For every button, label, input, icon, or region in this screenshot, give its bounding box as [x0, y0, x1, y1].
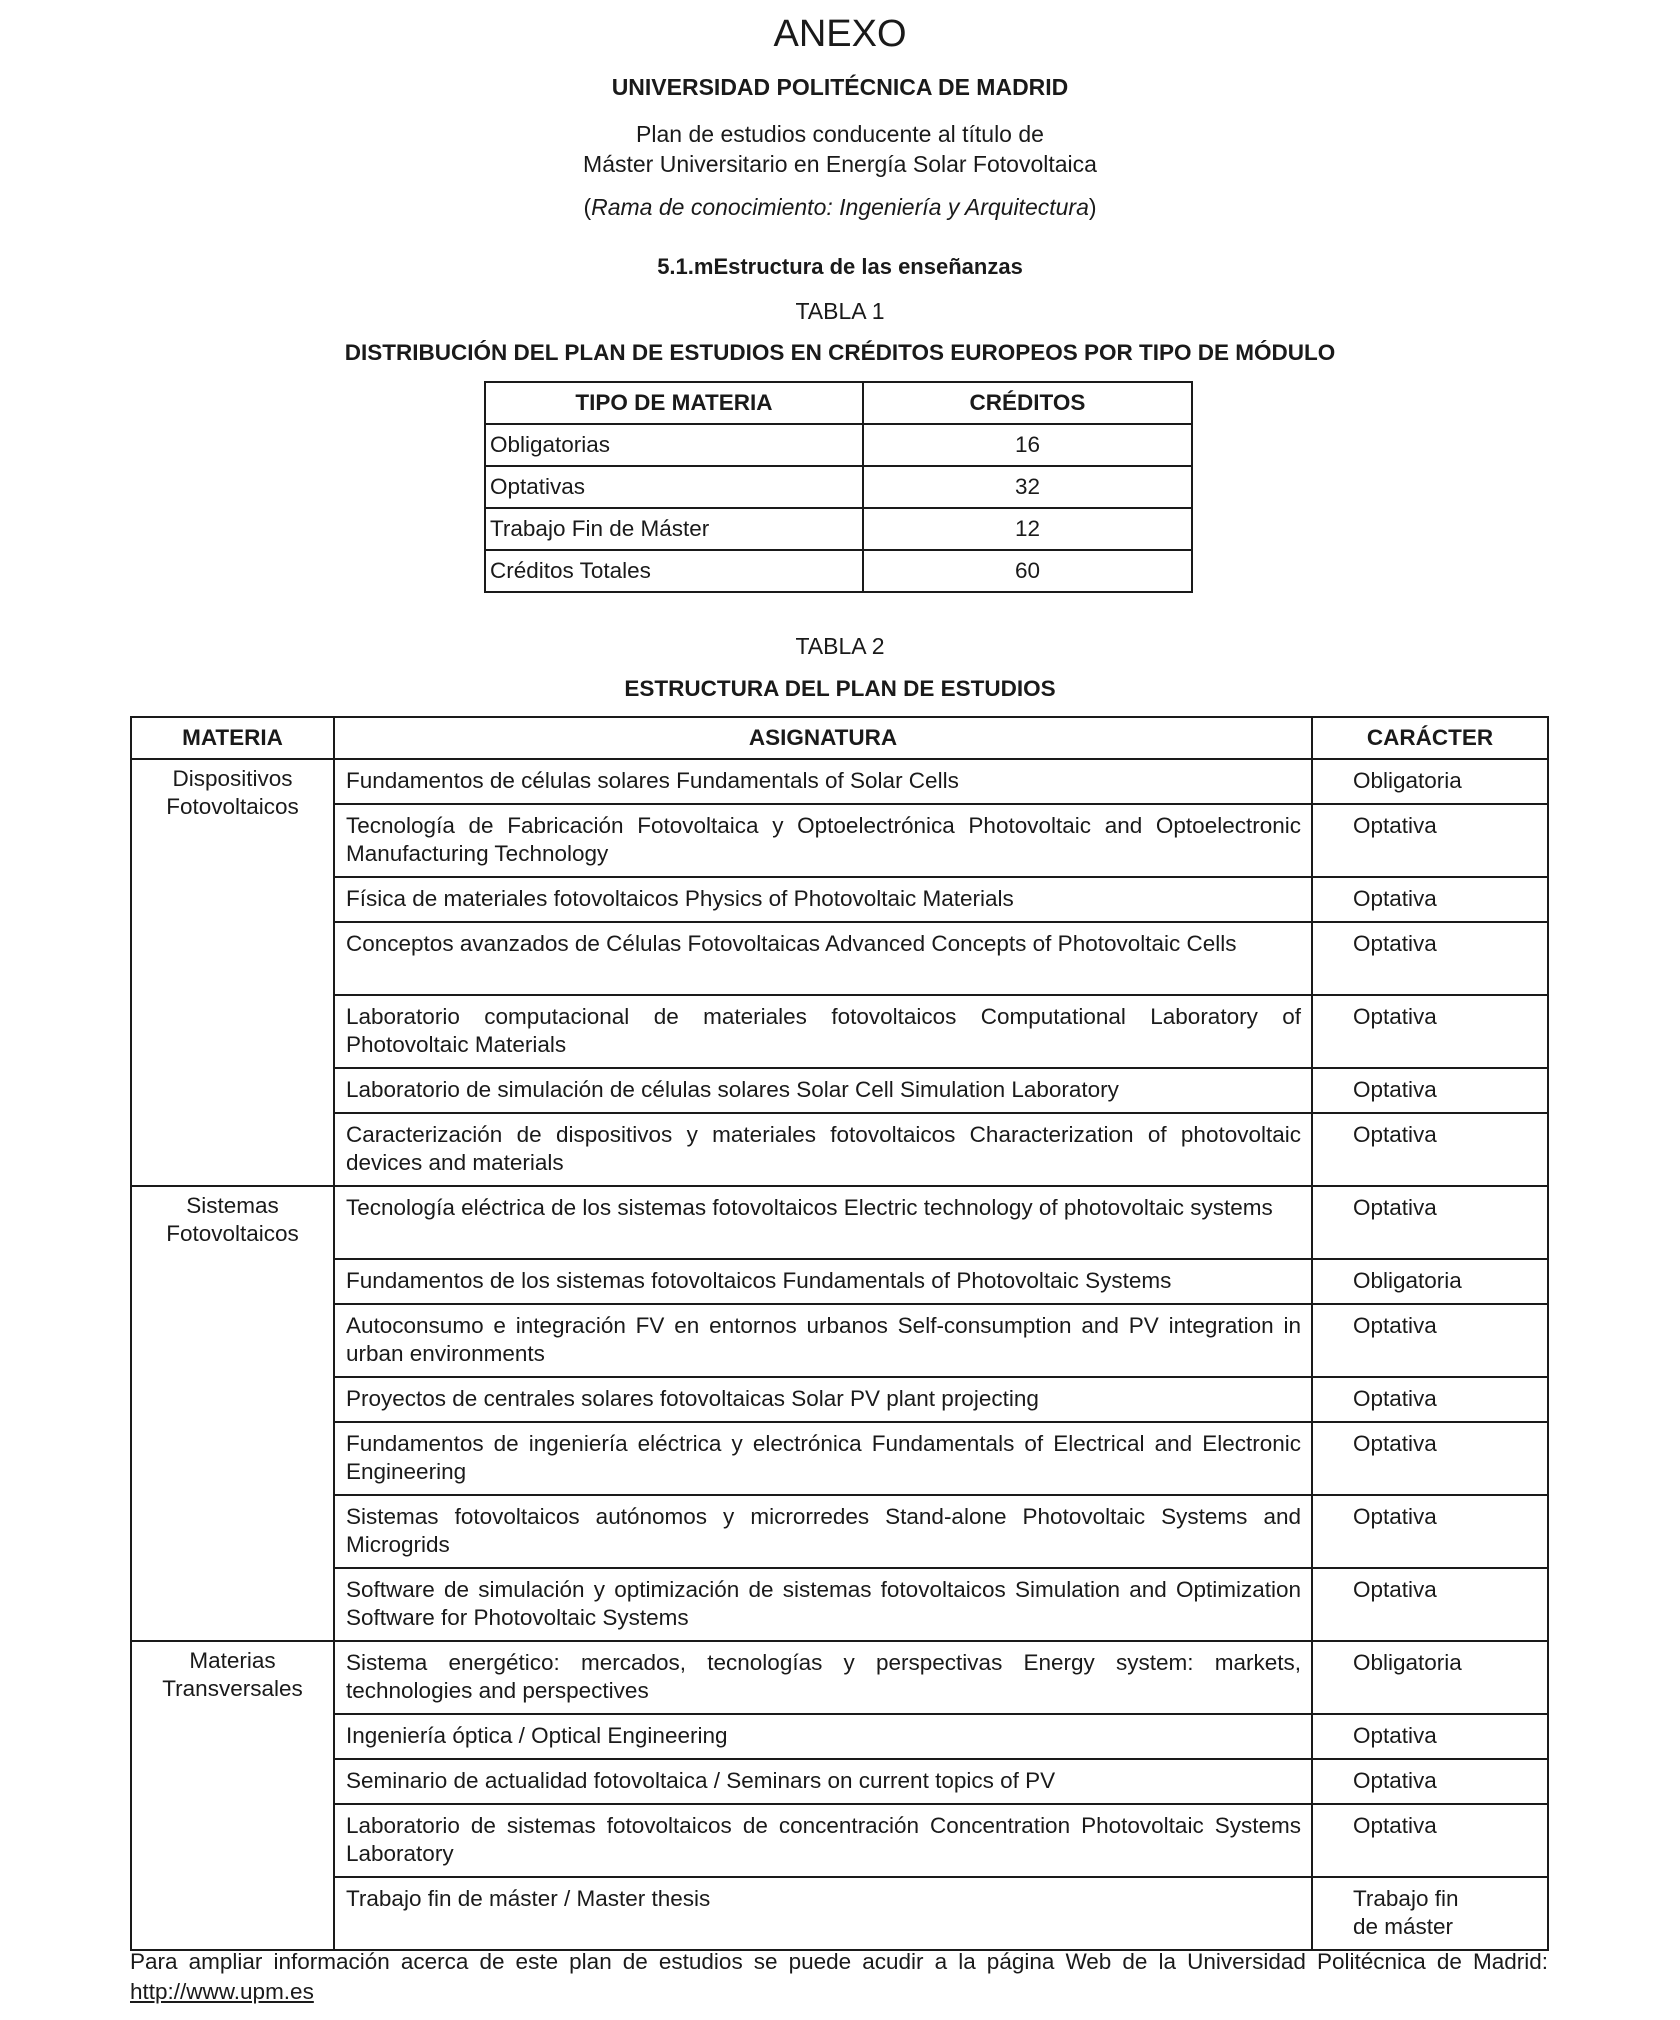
table-row [131, 1422, 1548, 1495]
materia-line: Materias [189, 1648, 276, 1673]
caracter-cell: Optativa [1312, 1804, 1548, 1877]
table-row [131, 1113, 1548, 1186]
credits-distribution-table [484, 381, 1193, 593]
table-row [131, 922, 1548, 995]
asignatura-cell: Sistema energético: mercados, tecnologías y perspectivas Energy system: markets, technologies and perspectives [334, 1641, 1312, 1714]
asignatura-cell: Sistemas fotovoltaicos autónomos y microrredes Stand-alone Photovoltaic Systems and Microgrids [334, 1495, 1312, 1568]
paren-open: ( [583, 194, 592, 220]
caracter-line: de máster [1353, 1914, 1454, 1939]
asignatura-cell: Proyectos de centrales solares fotovoltaicas Solar PV plant projecting [334, 1377, 1312, 1422]
university-name: UNIVERSIDAD POLITÉCNICA DE MADRID [611, 74, 1069, 100]
asignatura-cell: Fundamentos de células solares Fundamentals of Solar Cells [334, 759, 1312, 804]
asignatura-cell: Laboratorio de sistemas fotovoltaicos de concentración Concentration Photovoltaic Systems Laboratory [334, 1804, 1312, 1877]
asignatura-cell: Conceptos avanzados de Células Fotovoltaicas Advanced Concepts of Photovoltaic Cells [334, 922, 1312, 995]
caracter-line: Trabajo fin [1353, 1886, 1459, 1911]
table2-title: ESTRUCTURA DEL PLAN DE ESTUDIOS [624, 676, 1056, 701]
branch-text: Rama de conocimiento: Ingeniería y Arquitectura [591, 194, 1089, 220]
caracter-cell: Optativa [1312, 1113, 1548, 1186]
caracter-cell [1312, 1877, 1548, 1950]
asignatura-cell: Seminario de actualidad fotovoltaica / Seminars on current topics of PV [334, 1759, 1312, 1804]
table-row [485, 466, 1192, 508]
materia-cell [131, 1641, 334, 1950]
asignatura-cell: Software de simulación y optimización de sistemas fotovoltaicos Simulation and Optimization Software for Photovoltaic Systems [334, 1568, 1312, 1641]
footer-note [130, 1947, 1548, 2007]
table-row [131, 1804, 1548, 1877]
asignatura-cell: Física de materiales fotovoltaicos Physics of Photovoltaic Materials [334, 877, 1312, 922]
caracter-cell: Optativa [1312, 1304, 1548, 1377]
asignatura-cell: Autoconsumo e integración FV en entornos urbanos Self-consumption and PV integration in urban environments [334, 1304, 1312, 1377]
annex-title: ANEXO [773, 13, 907, 55]
creditos-cell: 60 [863, 550, 1192, 592]
table-row [131, 1714, 1548, 1759]
materia-line: Fotovoltaicos [166, 1221, 299, 1246]
section-heading: 5.1.mEstructura de las enseñanzas [657, 254, 1023, 279]
asignatura-cell: Tecnología eléctrica de los sistemas fotovoltaicos Electric technology of photovoltaic systems [334, 1186, 1312, 1259]
materia-line: Transversales [162, 1676, 303, 1701]
caracter-cell: Optativa [1312, 877, 1548, 922]
table-row [131, 1304, 1548, 1377]
tipo-cell: Créditos Totales [485, 550, 863, 592]
table-row [485, 424, 1192, 466]
caracter-cell: Optativa [1312, 1568, 1548, 1641]
caracter-cell: Optativa [1312, 922, 1548, 995]
asignatura-cell: Fundamentos de los sistemas fotovoltaicos Fundamentals of Photovoltaic Systems [334, 1259, 1312, 1304]
table-row [131, 1068, 1548, 1113]
asignatura-cell: Caracterización de dispositivos y materiales fotovoltaicos Characterization of photovoltaic devices and materials [334, 1113, 1312, 1186]
table1-label: TABLA 1 [795, 298, 885, 324]
caracter-cell: Optativa [1312, 1759, 1548, 1804]
table-row [131, 1759, 1548, 1804]
upm-website-link[interactable]: http://www.upm.es [130, 1979, 314, 2004]
table-row [131, 1877, 1548, 1950]
creditos-cell: 12 [863, 508, 1192, 550]
table-header-row [485, 382, 1192, 424]
table-header-row [131, 717, 1548, 759]
plan-title [0, 119, 1680, 179]
asignatura-cell: Tecnología de Fabricación Fotovoltaica y Optoelectrónica Photovoltaic and Optoelectronic Manufacturing Technology [334, 804, 1312, 877]
column-header-caracter: CARÁCTER [1312, 717, 1548, 759]
table-row [131, 804, 1548, 877]
knowledge-branch [0, 193, 1680, 221]
column-header-asignatura: ASIGNATURA [334, 717, 1312, 759]
asignatura-cell: Laboratorio computacional de materiales fotovoltaicos Computational Laboratory of Photovoltaic Materials [334, 995, 1312, 1068]
column-header-tipo: TIPO DE MATERIA [485, 382, 863, 424]
paren-close: ) [1088, 194, 1097, 220]
table-row [131, 1568, 1548, 1641]
table-row [131, 759, 1548, 804]
caracter-cell: Obligatoria [1312, 1259, 1548, 1304]
materia-line: Fotovoltaicos [166, 794, 299, 819]
table-row [131, 1495, 1548, 1568]
caracter-cell: Optativa [1312, 1186, 1548, 1259]
materia-cell [131, 759, 334, 1186]
caracter-cell: Obligatoria [1312, 1641, 1548, 1714]
caracter-cell: Optativa [1312, 1377, 1548, 1422]
column-header-creditos: CRÉDITOS [863, 382, 1192, 424]
creditos-cell: 16 [863, 424, 1192, 466]
column-header-materia: MATERIA [131, 717, 334, 759]
plan-title-line2: Máster Universitario en Energía Solar Fotovoltaica [583, 151, 1097, 177]
footer-text: Para ampliar información acerca de este plan de estudios se puede acudir a la página Web de la Universidad Politécnica de Madrid: [130, 1949, 1548, 1974]
table-row [131, 995, 1548, 1068]
caracter-cell: Optativa [1312, 1714, 1548, 1759]
caracter-cell: Optativa [1312, 995, 1548, 1068]
caracter-cell: Optativa [1312, 1422, 1548, 1495]
plan-title-line1: Plan de estudios conducente al título de [636, 121, 1044, 147]
table-row [131, 1186, 1548, 1259]
tipo-cell: Obligatorias [485, 424, 863, 466]
materia-cell [131, 1186, 334, 1641]
asignatura-cell: Fundamentos de ingeniería eléctrica y electrónica Fundamentals of Electrical and Electronic Engineering [334, 1422, 1312, 1495]
tipo-cell: Optativas [485, 466, 863, 508]
table1-title: DISTRIBUCIÓN DEL PLAN DE ESTUDIOS EN CRÉDITOS EUROPEOS POR TIPO DE MÓDULO [344, 340, 1336, 365]
table2-label: TABLA 2 [795, 633, 885, 659]
table-row [131, 1377, 1548, 1422]
tipo-cell: Trabajo Fin de Máster [485, 508, 863, 550]
caracter-cell: Obligatoria [1312, 759, 1548, 804]
table-row [485, 508, 1192, 550]
caracter-cell: Optativa [1312, 1068, 1548, 1113]
creditos-cell: 32 [863, 466, 1192, 508]
caracter-cell: Optativa [1312, 804, 1548, 877]
materia-line: Dispositivos [172, 766, 293, 791]
table-row [131, 1641, 1548, 1714]
table-row [485, 550, 1192, 592]
study-plan-structure-table [130, 716, 1549, 1951]
materia-line: Sistemas [186, 1193, 279, 1218]
table-row [131, 1259, 1548, 1304]
asignatura-cell: Trabajo fin de máster / Master thesis [334, 1877, 1312, 1950]
asignatura-cell: Ingeniería óptica / Optical Engineering [334, 1714, 1312, 1759]
table-row [131, 877, 1548, 922]
caracter-cell: Optativa [1312, 1495, 1548, 1568]
asignatura-cell: Laboratorio de simulación de células solares Solar Cell Simulation Laboratory [334, 1068, 1312, 1113]
